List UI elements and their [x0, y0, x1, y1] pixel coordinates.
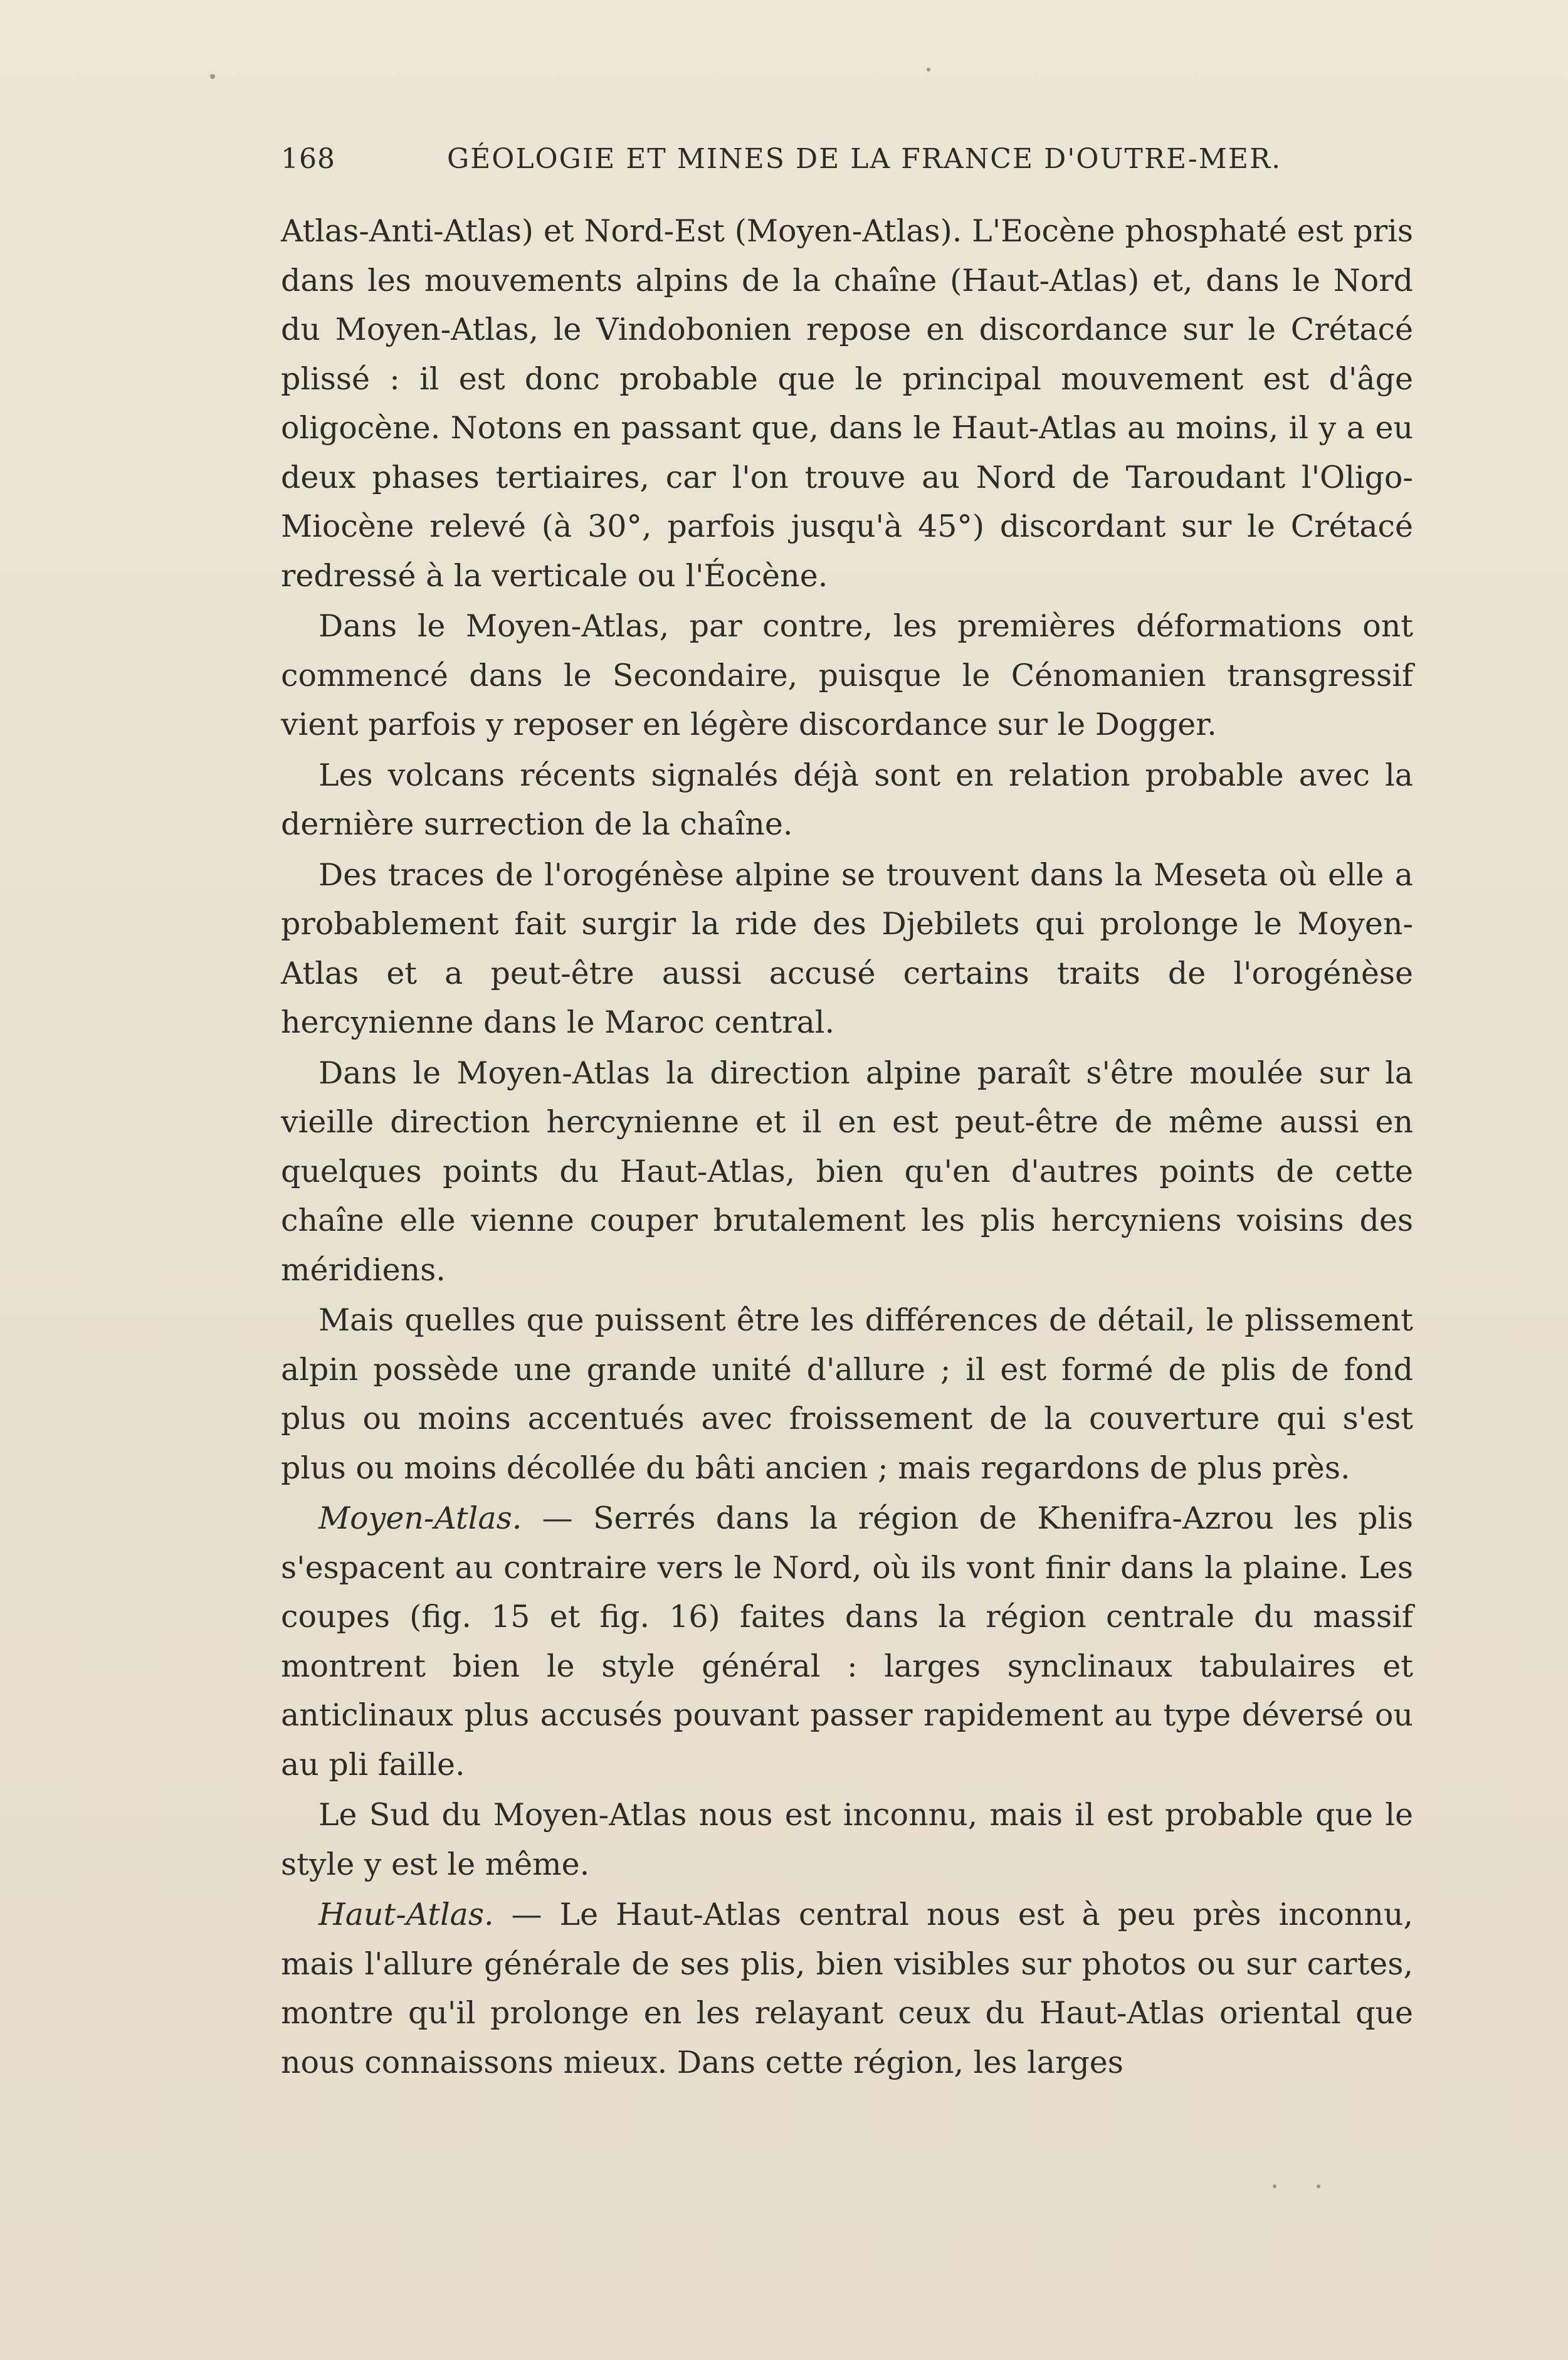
paragraph-text: Les volcans récents signalés déjà sont en relation probable avec la dernière surrection de la chaîne.	[281, 757, 1413, 842]
paragraph-text: Des traces de l'orogénèse alpine se trouvent dans la Meseta où elle a probablement fait surgir la ride des Djebilets qui prolonge le Moyen-Atlas et a peut-être aussi accusé certains traits de l'orogénèse hercynienne dans le Maroc central.	[281, 856, 1413, 1040]
paragraph-text: Atlas-Anti-Atlas) et Nord-Est (Moyen-Atlas). L'Eocène phosphaté est pris dans les mouvements alpins de la chaîne (Haut-Atlas) et, dans le Nord du Moyen-Atlas, le Vindobonien repose en discordance sur le Crétacé plissé : il est donc probable que le principal mouvement est d'âge oligocène. Notons en passant que, dans le Haut-Atlas au moins, il y a eu deux phases tertiaires, car l'on trouve au Nord de Taroudant l'Oligo-Miocène relevé (à 30°, parfois jusqu'à 45°) discordant sur le Crétacé redressé à la verticale ou l'Éocène.	[281, 213, 1413, 594]
paper-speck	[1273, 2184, 1276, 2188]
running-title: GÉOLOGIE ET MINES DE LA FRANCE D'OUTRE-MER.	[447, 143, 1282, 175]
paragraph	[281, 851, 1413, 1048]
paper-speck	[1317, 2184, 1320, 2188]
paper-speck	[210, 74, 215, 79]
paragraph	[281, 1890, 1413, 2087]
body-text	[281, 207, 1413, 2089]
paragraph	[281, 602, 1413, 750]
page-header	[281, 143, 1282, 187]
paragraph	[281, 1791, 1413, 1889]
section-lead-moyen-atlas: Moyen-Atlas.	[318, 1500, 522, 1536]
paragraph-text: Dans le Moyen-Atlas, par contre, les premières déformations ont commencé dans le Secondaire, puisque le Cénomanien transgressif vient parfois y reposer en légère discordance sur le Dogger.	[281, 608, 1413, 742]
paragraph	[281, 207, 1413, 601]
paper-speck	[927, 68, 930, 71]
paragraph-text: Le Sud du Moyen-Atlas nous est inconnu, mais il est probable que le style y est le même.	[281, 1797, 1413, 1882]
section-lead-haut-atlas: Haut-Atlas.	[318, 1897, 494, 1932]
paragraph	[281, 1296, 1413, 1493]
paragraph	[281, 1494, 1413, 1789]
page-number: 168	[281, 143, 335, 175]
paragraph-text: Dans le Moyen-Atlas la direction alpine paraît s'être moulée sur la vieille direction hercynienne et il en est peut-être de même aussi en quelques points du Haut-Atlas, bien qu'en d'autres points de cette chaîne elle vienne couper brutalement les plis hercyniens voisins des méridiens.	[281, 1055, 1413, 1288]
paragraph-text: Mais quelles que puissent être les différences de détail, le plissement alpin possède une grande unité d'allure ; il est formé de plis de fond plus ou moins accentués avec froissement de la couverture qui s'est plus ou moins décollée du bâti ancien ; mais regardons de plus près.	[281, 1302, 1413, 1486]
paragraph	[281, 1049, 1413, 1295]
paragraph-text: — Le Haut-Atlas central nous est à peu près inconnu, mais l'allure générale de ses plis, bien visibles sur photos ou sur cartes, montre qu'il prolonge en les relayant ceux du Haut-Atlas oriental que nous connaissons mieux. Dans cette région, les larges	[281, 1897, 1413, 2080]
paragraph-text: — Serrés dans la région de Khenifra-Azrou les plis s'espacent au contraire vers le Nord, où ils vont finir dans la plaine. Les coupes (fig. 15 et fig. 16) faites dans la région centrale du massif montrent bien le style général : larges synclinaux tabulaires et anticlinaux plus accusés pouvant passer rapidement au type déversé ou au pli faille.	[281, 1500, 1413, 1783]
paragraph	[281, 751, 1413, 850]
